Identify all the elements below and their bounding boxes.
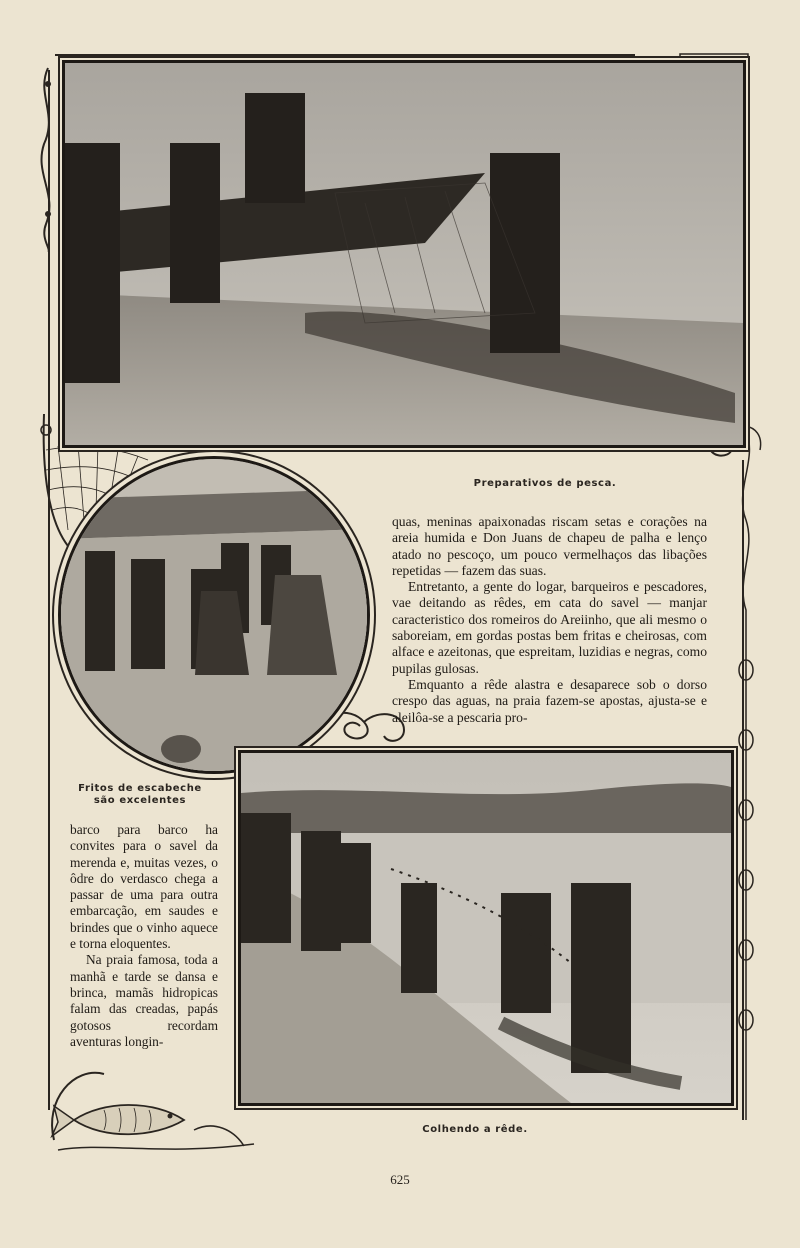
- caption-bottom-photo: Colhendo a rêde.: [422, 1124, 528, 1135]
- photo-preparativos-de-pesca: [62, 60, 746, 448]
- page-number: 625: [390, 1172, 410, 1187]
- paragraph: Emquanto a rêde alastra e desaparece sob o dorso crespo das aguas, na praia fazem-se apostas, ajusta-se e aleilôa-se a pescaria pro-: [392, 676, 707, 725]
- photo-oval-fritos: [58, 456, 370, 774]
- photo-fishermen-boat-image: [65, 63, 743, 445]
- caption-oval-line2: são excelentes: [93, 795, 187, 806]
- fish-ornament-icon: [44, 1060, 264, 1160]
- caption-oval-line1: Fritos de escabeche: [78, 783, 202, 794]
- paragraph: Entretanto, a gente do logar, barqueiros e pescadores, vae deitando as rêdes, em cata do savel — manjar caracteristico dos romeiros do Areiinho, que ali mesmo o saboreiam, em gordas postas bem fritas e cheirosas, com alface e azeitonas, que espreitam, luzidias e negras, como pupilas gulosas.: [392, 579, 707, 676]
- frame-top-line: [55, 54, 635, 56]
- text-column-right: [392, 514, 707, 726]
- paragraph: Na praia famosa, toda a manhã e tarde se dansa e brinca, mamãs hidropicas falam das creadas, papás gotosos recordam aventuras longin-: [70, 952, 218, 1049]
- photo-hauling-net-image: [241, 753, 731, 1103]
- photo-picnic-group-image: [61, 459, 367, 771]
- paragraph: quas, meninas apaixonadas riscam setas e corações na areia humida e Don Juans de chapeu de palha e lenço atado no pescoço, um pouco vermelhaços das libações repetidas — fazem das suas.: [392, 514, 707, 578]
- paragraph: barco para barco ha convites para o savel da merenda e, muitas vezes, o ôdre do verdasco chega a passar de uma para outra embarcação, em saudes e brindes que o vinho aquece e torna eloquentes.: [70, 822, 218, 952]
- text-column-left: [70, 822, 218, 1050]
- caption-top-photo: Preparativos de pesca.: [473, 478, 617, 489]
- photo-colhendo-a-rede: [238, 750, 734, 1106]
- left-flourish-icon: [36, 64, 60, 254]
